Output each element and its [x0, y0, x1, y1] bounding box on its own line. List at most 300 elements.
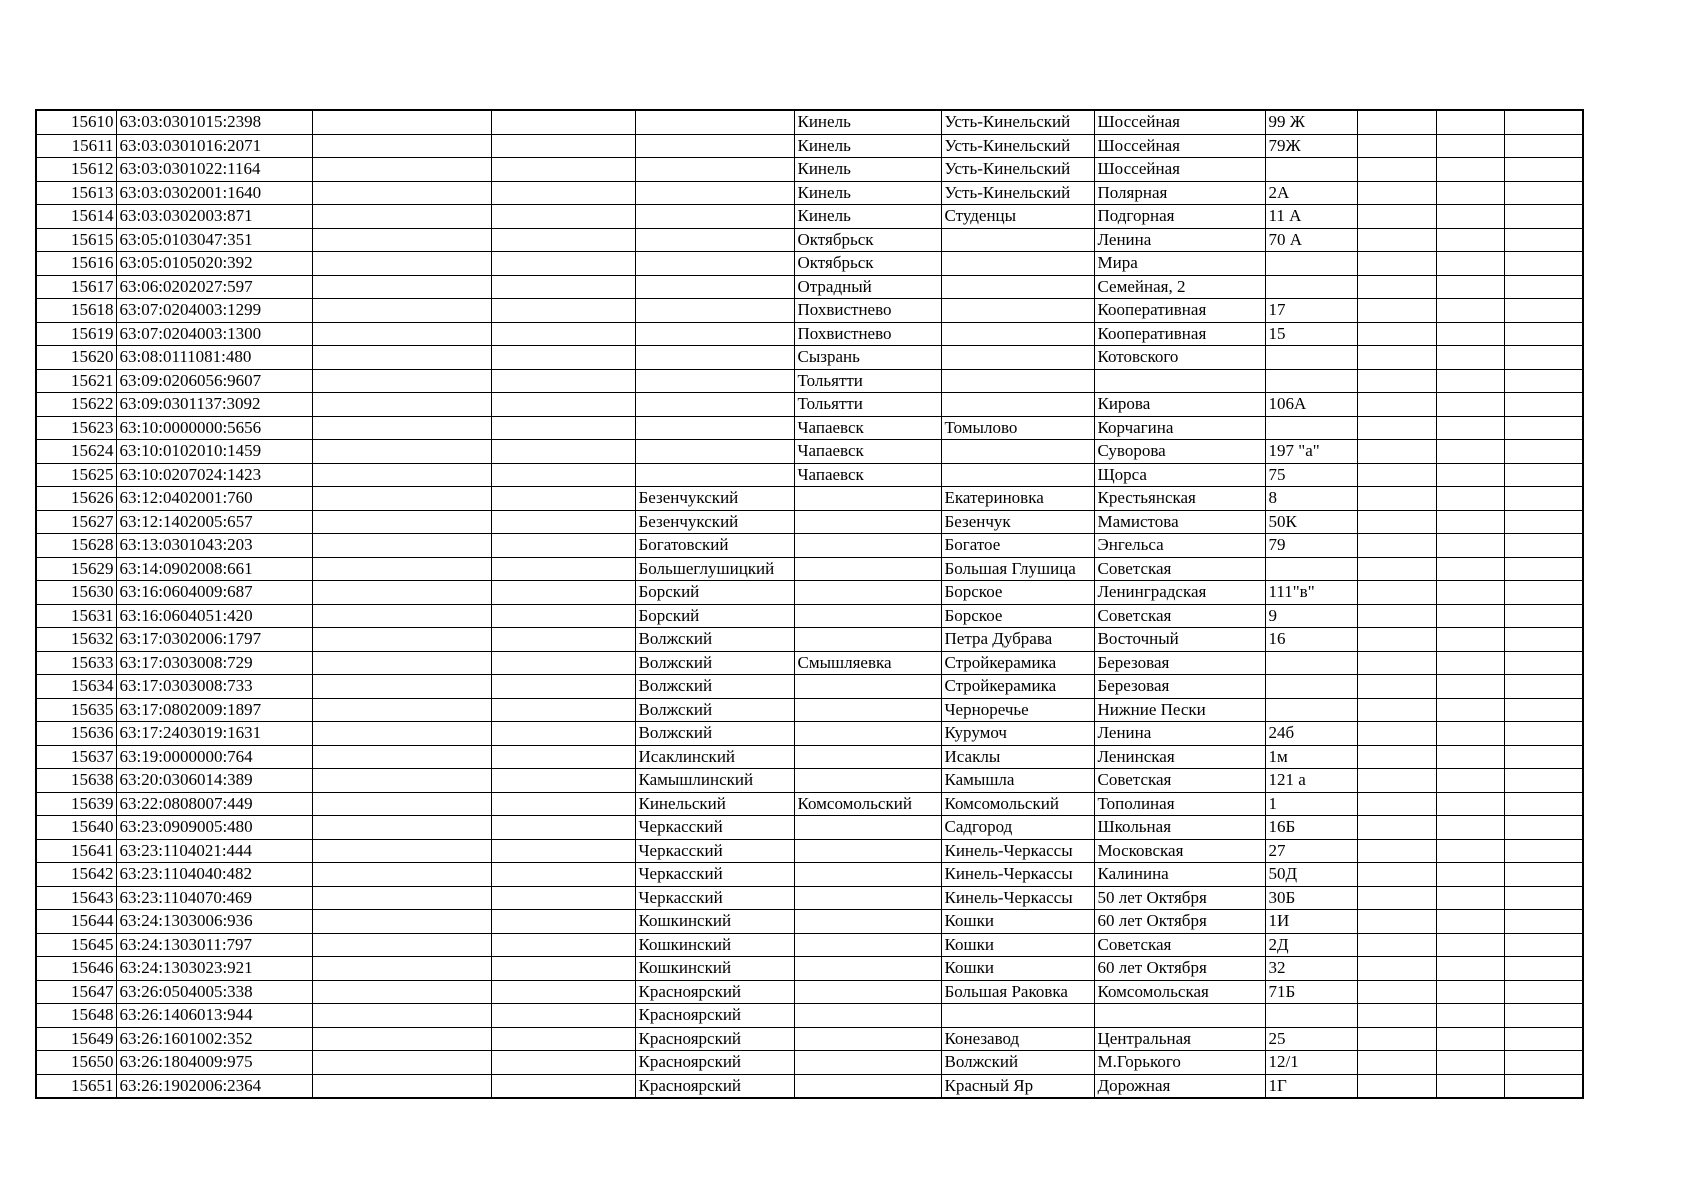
cell-col-12 [1504, 698, 1583, 722]
cell-district: Кошкинский [635, 933, 794, 957]
cell-col-3 [312, 581, 491, 605]
cell-col-11 [1436, 369, 1504, 393]
cell-house-number: 70 А [1265, 228, 1357, 252]
cell-col-11 [1436, 651, 1504, 675]
table-row [36, 181, 1583, 205]
cell-street: Московская [1094, 839, 1265, 863]
cell-col-4 [491, 886, 635, 910]
cell-street: Дорожная [1094, 1074, 1265, 1098]
cell-cadastral-number: 63:07:0204003:1299 [116, 299, 312, 323]
cell-district: Исаклинский [635, 745, 794, 769]
cell-district: Большеглушицкий [635, 557, 794, 581]
cell-locality: Усть-Кинельский [941, 181, 1094, 205]
cell-locality: Большая Глушица [941, 557, 1094, 581]
cell-district [635, 463, 794, 487]
cell-col-4 [491, 134, 635, 158]
cell-house-number: 197 "а" [1265, 440, 1357, 464]
cell-house-number: 75 [1265, 463, 1357, 487]
cell-locality [941, 393, 1094, 417]
cell-col-3 [312, 487, 491, 511]
table-row [36, 275, 1583, 299]
cell-locality: Безенчук [941, 510, 1094, 534]
cell-col-12 [1504, 628, 1583, 652]
cell-col-3 [312, 957, 491, 981]
cell-col-4 [491, 299, 635, 323]
cell-street: Семейная, 2 [1094, 275, 1265, 299]
table-row [36, 557, 1583, 581]
cell-cadastral-number: 63:12:1402005:657 [116, 510, 312, 534]
table-row [36, 769, 1583, 793]
cell-cadastral-number: 63:06:0202027:597 [116, 275, 312, 299]
cell-house-number: 9 [1265, 604, 1357, 628]
cell-house-number: 121 а [1265, 769, 1357, 793]
cell-row-number: 15624 [36, 440, 116, 464]
cell-locality [941, 1004, 1094, 1028]
cell-locality: Большая Раковка [941, 980, 1094, 1004]
cell-city [794, 839, 941, 863]
cell-row-number: 15623 [36, 416, 116, 440]
cell-col-12 [1504, 416, 1583, 440]
cell-house-number [1265, 252, 1357, 276]
cell-col-12 [1504, 275, 1583, 299]
cell-cadastral-number: 63:17:0303008:729 [116, 651, 312, 675]
cell-city [794, 581, 941, 605]
cell-street: Суворова [1094, 440, 1265, 464]
cell-col-12 [1504, 1074, 1583, 1098]
cell-house-number [1265, 158, 1357, 182]
cell-row-number: 15633 [36, 651, 116, 675]
cell-col-4 [491, 698, 635, 722]
cell-col-10 [1357, 1051, 1436, 1075]
cell-row-number: 15638 [36, 769, 116, 793]
cell-col-12 [1504, 1027, 1583, 1051]
cell-street: Советская [1094, 604, 1265, 628]
cell-house-number: 2А [1265, 181, 1357, 205]
cell-city [794, 722, 941, 746]
cell-locality: Усть-Кинельский [941, 134, 1094, 158]
table-row [36, 651, 1583, 675]
cell-cadastral-number: 63:09:0301137:3092 [116, 393, 312, 417]
cell-cadastral-number: 63:26:0504005:338 [116, 980, 312, 1004]
cell-col-12 [1504, 933, 1583, 957]
cell-locality: Камышла [941, 769, 1094, 793]
cell-row-number: 15651 [36, 1074, 116, 1098]
cell-city [794, 1027, 941, 1051]
cell-house-number: 50Д [1265, 863, 1357, 887]
cell-locality: Кошки [941, 957, 1094, 981]
cell-row-number: 15610 [36, 110, 116, 134]
table-row [36, 675, 1583, 699]
table-row [36, 158, 1583, 182]
cell-row-number: 15615 [36, 228, 116, 252]
cell-col-10 [1357, 910, 1436, 934]
cell-street: Кооперативная [1094, 299, 1265, 323]
cell-house-number: 12/1 [1265, 1051, 1357, 1075]
cell-house-number: 1м [1265, 745, 1357, 769]
cell-cadastral-number: 63:13:0301043:203 [116, 534, 312, 558]
cell-city [794, 675, 941, 699]
cell-district: Красноярский [635, 1004, 794, 1028]
table-row [36, 228, 1583, 252]
cell-row-number: 15620 [36, 346, 116, 370]
cell-col-3 [312, 675, 491, 699]
cell-street: 60 лет Октября [1094, 910, 1265, 934]
cell-row-number: 15626 [36, 487, 116, 511]
cell-col-4 [491, 487, 635, 511]
cell-col-11 [1436, 1051, 1504, 1075]
cell-city [794, 886, 941, 910]
cell-house-number: 30Б [1265, 886, 1357, 910]
cell-locality [941, 252, 1094, 276]
cell-city [794, 863, 941, 887]
cell-col-3 [312, 346, 491, 370]
cell-col-4 [491, 722, 635, 746]
cell-col-11 [1436, 110, 1504, 134]
cell-col-11 [1436, 698, 1504, 722]
cell-street: Советская [1094, 933, 1265, 957]
cell-col-10 [1357, 228, 1436, 252]
cell-col-4 [491, 557, 635, 581]
cell-house-number [1265, 651, 1357, 675]
cell-city: Октябрьск [794, 252, 941, 276]
cell-col-10 [1357, 604, 1436, 628]
cell-col-10 [1357, 416, 1436, 440]
table-row [36, 816, 1583, 840]
table-row [36, 792, 1583, 816]
cell-house-number: 106А [1265, 393, 1357, 417]
cell-col-3 [312, 1027, 491, 1051]
cell-col-10 [1357, 816, 1436, 840]
cell-district: Волжский [635, 722, 794, 746]
cell-col-12 [1504, 816, 1583, 840]
cell-col-11 [1436, 322, 1504, 346]
cell-cadastral-number: 63:03:0301015:2398 [116, 110, 312, 134]
cell-house-number: 111"в" [1265, 581, 1357, 605]
cell-locality: Усть-Кинельский [941, 158, 1094, 182]
cell-col-12 [1504, 463, 1583, 487]
cell-locality: Волжский [941, 1051, 1094, 1075]
cell-col-10 [1357, 440, 1436, 464]
cell-city: Тольятти [794, 369, 941, 393]
cell-locality: Екатериновка [941, 487, 1094, 511]
cell-col-10 [1357, 1027, 1436, 1051]
cell-city: Кинель [794, 158, 941, 182]
table-row [36, 487, 1583, 511]
cell-district: Кошкинский [635, 910, 794, 934]
cell-col-3 [312, 886, 491, 910]
cell-col-11 [1436, 487, 1504, 511]
cell-col-3 [312, 134, 491, 158]
cell-col-3 [312, 110, 491, 134]
cell-col-12 [1504, 534, 1583, 558]
cell-cadastral-number: 63:03:0301016:2071 [116, 134, 312, 158]
cell-locality: Борское [941, 604, 1094, 628]
cell-col-3 [312, 722, 491, 746]
cell-col-10 [1357, 581, 1436, 605]
cell-row-number: 15612 [36, 158, 116, 182]
cell-col-4 [491, 933, 635, 957]
cell-row-number: 15621 [36, 369, 116, 393]
cell-col-3 [312, 980, 491, 1004]
cell-cadastral-number: 63:26:1804009:975 [116, 1051, 312, 1075]
table-row [36, 839, 1583, 863]
cell-col-3 [312, 1074, 491, 1098]
cell-locality: Кинель-Черкассы [941, 863, 1094, 887]
cell-cadastral-number: 63:05:0105020:392 [116, 252, 312, 276]
cell-house-number [1265, 346, 1357, 370]
cell-street: Кирова [1094, 393, 1265, 417]
cell-col-3 [312, 322, 491, 346]
table-row [36, 628, 1583, 652]
cell-street: Восточный [1094, 628, 1265, 652]
cell-col-10 [1357, 933, 1436, 957]
cell-col-4 [491, 839, 635, 863]
cell-house-number [1265, 557, 1357, 581]
cell-col-11 [1436, 228, 1504, 252]
cell-col-3 [312, 369, 491, 393]
cell-cadastral-number: 63:23:1104021:444 [116, 839, 312, 863]
cell-house-number: 1 [1265, 792, 1357, 816]
cell-col-12 [1504, 886, 1583, 910]
cell-street: 50 лет Октября [1094, 886, 1265, 910]
cell-row-number: 15640 [36, 816, 116, 840]
table-row [36, 205, 1583, 229]
cell-col-4 [491, 416, 635, 440]
table-row [36, 134, 1583, 158]
cell-city [794, 980, 941, 1004]
cell-col-4 [491, 322, 635, 346]
table-row [36, 910, 1583, 934]
cell-col-10 [1357, 534, 1436, 558]
cell-cadastral-number: 63:14:0902008:661 [116, 557, 312, 581]
cell-cadastral-number: 63:03:0302001:1640 [116, 181, 312, 205]
cell-row-number: 15641 [36, 839, 116, 863]
cell-street: Ленина [1094, 722, 1265, 746]
cell-city: Чапаевск [794, 440, 941, 464]
cell-locality: Исаклы [941, 745, 1094, 769]
cell-col-10 [1357, 393, 1436, 417]
cell-row-number: 15614 [36, 205, 116, 229]
cell-street: Комсомольская [1094, 980, 1265, 1004]
cell-locality: Кинель-Черкассы [941, 886, 1094, 910]
cell-col-11 [1436, 980, 1504, 1004]
cell-row-number: 15613 [36, 181, 116, 205]
cell-house-number: 8 [1265, 487, 1357, 511]
cell-city [794, 1051, 941, 1075]
cell-col-3 [312, 416, 491, 440]
cell-col-3 [312, 275, 491, 299]
cell-district: Борский [635, 604, 794, 628]
cell-col-11 [1436, 416, 1504, 440]
cell-col-10 [1357, 698, 1436, 722]
cell-col-10 [1357, 252, 1436, 276]
cell-col-4 [491, 369, 635, 393]
cell-col-3 [312, 792, 491, 816]
cell-cadastral-number: 63:22:0808007:449 [116, 792, 312, 816]
cell-city [794, 816, 941, 840]
cell-col-12 [1504, 440, 1583, 464]
cell-city [794, 745, 941, 769]
cell-city: Похвистнево [794, 299, 941, 323]
table-row [36, 393, 1583, 417]
cell-street: Щорса [1094, 463, 1265, 487]
cell-cadastral-number: 63:23:0909005:480 [116, 816, 312, 840]
cell-district [635, 181, 794, 205]
cell-street: 60 лет Октября [1094, 957, 1265, 981]
cell-cadastral-number: 63:16:0604051:420 [116, 604, 312, 628]
cell-city [794, 698, 941, 722]
cell-district: Богатовский [635, 534, 794, 558]
cell-district [635, 299, 794, 323]
cell-col-4 [491, 1027, 635, 1051]
cell-cadastral-number: 63:26:1902006:2364 [116, 1074, 312, 1098]
cell-col-3 [312, 910, 491, 934]
table-row [36, 745, 1583, 769]
cell-col-4 [491, 816, 635, 840]
cell-col-12 [1504, 769, 1583, 793]
cell-col-12 [1504, 792, 1583, 816]
cell-col-11 [1436, 839, 1504, 863]
cell-col-4 [491, 346, 635, 370]
table-row [36, 252, 1583, 276]
table-row [36, 1074, 1583, 1098]
cell-col-3 [312, 816, 491, 840]
cell-house-number: 50К [1265, 510, 1357, 534]
cell-house-number: 79 [1265, 534, 1357, 558]
cell-district [635, 440, 794, 464]
cell-col-10 [1357, 651, 1436, 675]
cell-row-number: 15645 [36, 933, 116, 957]
cell-row-number: 15611 [36, 134, 116, 158]
cell-col-3 [312, 839, 491, 863]
cell-col-10 [1357, 134, 1436, 158]
cell-locality: Петра Дубрава [941, 628, 1094, 652]
cell-district: Красноярский [635, 980, 794, 1004]
cell-col-12 [1504, 205, 1583, 229]
cell-street: Мамистова [1094, 510, 1265, 534]
cell-row-number: 15622 [36, 393, 116, 417]
cell-col-4 [491, 534, 635, 558]
cell-col-10 [1357, 722, 1436, 746]
cell-city: Смышляевка [794, 651, 941, 675]
cell-city [794, 628, 941, 652]
cell-street: Корчагина [1094, 416, 1265, 440]
cell-col-11 [1436, 275, 1504, 299]
cell-col-4 [491, 980, 635, 1004]
cell-col-10 [1357, 463, 1436, 487]
cell-col-12 [1504, 346, 1583, 370]
cell-house-number: 99 Ж [1265, 110, 1357, 134]
cell-row-number: 15617 [36, 275, 116, 299]
cell-col-11 [1436, 134, 1504, 158]
cell-col-4 [491, 275, 635, 299]
cell-col-11 [1436, 1074, 1504, 1098]
cell-row-number: 15629 [36, 557, 116, 581]
cell-col-12 [1504, 722, 1583, 746]
table-row [36, 698, 1583, 722]
cell-col-10 [1357, 675, 1436, 699]
cell-col-3 [312, 604, 491, 628]
cell-street: Шоссейная [1094, 134, 1265, 158]
cell-district [635, 393, 794, 417]
cell-district [635, 134, 794, 158]
cell-cadastral-number: 63:17:2403019:1631 [116, 722, 312, 746]
table-row [36, 1027, 1583, 1051]
cell-col-3 [312, 463, 491, 487]
cell-locality: Черноречье [941, 698, 1094, 722]
cell-col-4 [491, 769, 635, 793]
cell-house-number: 27 [1265, 839, 1357, 863]
table-row [36, 440, 1583, 464]
cell-district: Кошкинский [635, 957, 794, 981]
cell-street: Ленинская [1094, 745, 1265, 769]
cell-city [794, 769, 941, 793]
cell-col-12 [1504, 299, 1583, 323]
cell-street: М.Горького [1094, 1051, 1265, 1075]
cell-col-4 [491, 510, 635, 534]
cell-locality: Стройкерамика [941, 651, 1094, 675]
cell-row-number: 15650 [36, 1051, 116, 1075]
cell-locality: Красный Яр [941, 1074, 1094, 1098]
cell-col-12 [1504, 675, 1583, 699]
cell-locality: Конезавод [941, 1027, 1094, 1051]
cell-col-11 [1436, 910, 1504, 934]
cell-col-10 [1357, 839, 1436, 863]
cell-street: Полярная [1094, 181, 1265, 205]
table-row [36, 722, 1583, 746]
cell-col-12 [1504, 1051, 1583, 1075]
cell-city: Отрадный [794, 275, 941, 299]
cell-street: Мира [1094, 252, 1265, 276]
cell-col-3 [312, 440, 491, 464]
cell-city [794, 1004, 941, 1028]
cell-col-12 [1504, 557, 1583, 581]
cell-row-number: 15618 [36, 299, 116, 323]
cell-col-12 [1504, 158, 1583, 182]
cell-cadastral-number: 63:23:1104070:469 [116, 886, 312, 910]
cell-col-10 [1357, 886, 1436, 910]
cell-col-11 [1436, 581, 1504, 605]
cell-house-number: 16Б [1265, 816, 1357, 840]
table-row [36, 416, 1583, 440]
table-row [36, 957, 1583, 981]
cell-district: Безенчукский [635, 510, 794, 534]
cell-street [1094, 1004, 1265, 1028]
cell-col-3 [312, 1051, 491, 1075]
cell-col-10 [1357, 1004, 1436, 1028]
cell-house-number: 2Д [1265, 933, 1357, 957]
cell-col-10 [1357, 369, 1436, 393]
cell-city: Октябрьск [794, 228, 941, 252]
cell-row-number: 15616 [36, 252, 116, 276]
cell-col-11 [1436, 816, 1504, 840]
cell-district: Волжский [635, 675, 794, 699]
cell-col-11 [1436, 534, 1504, 558]
cell-cadastral-number: 63:10:0102010:1459 [116, 440, 312, 464]
cell-col-12 [1504, 322, 1583, 346]
cell-col-10 [1357, 745, 1436, 769]
cell-col-10 [1357, 299, 1436, 323]
cell-house-number [1265, 369, 1357, 393]
cell-district [635, 369, 794, 393]
cell-house-number: 11 А [1265, 205, 1357, 229]
cell-col-4 [491, 863, 635, 887]
cell-col-12 [1504, 604, 1583, 628]
cell-row-number: 15636 [36, 722, 116, 746]
cell-row-number: 15625 [36, 463, 116, 487]
table-row [36, 1051, 1583, 1075]
cell-row-number: 15647 [36, 980, 116, 1004]
